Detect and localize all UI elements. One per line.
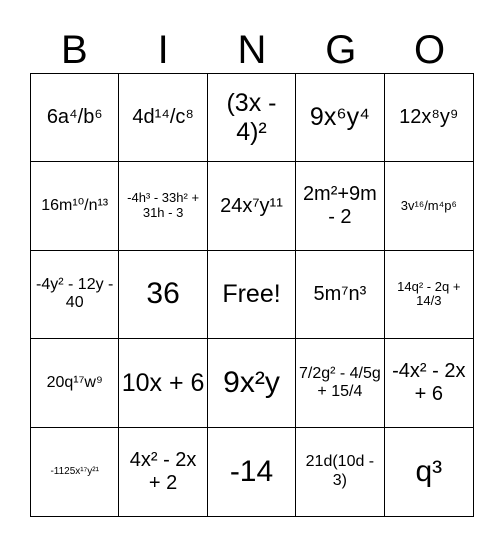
bingo-cell-r1c1[interactable]: 6a⁴/b⁶	[31, 74, 119, 162]
bingo-cell-r4c5[interactable]: -4x² - 2x + 6	[385, 339, 473, 427]
header-letter-g: G	[325, 28, 357, 72]
bingo-cell-r2c2[interactable]: -4h³ - 33h² + 31h - 3	[119, 162, 207, 250]
bingo-cell-r5c4[interactable]: 21d(10d - 3)	[296, 428, 384, 516]
bingo-header	[30, 26, 474, 74]
header-letter-i: I	[157, 28, 169, 72]
bingo-cell-r1c5[interactable]: 12x⁸y⁹	[385, 74, 473, 162]
bingo-cell-r3c5[interactable]: 14q² - 2q + 14/3	[385, 251, 473, 339]
bingo-cell-r1c3[interactable]: (3x - 4)²	[208, 74, 296, 162]
header-letter-n: N	[237, 28, 267, 72]
bingo-cell-r4c3[interactable]: 9x²y	[208, 339, 296, 427]
bingo-cell-r5c1[interactable]: -1125x¹⁷y²¹	[31, 428, 119, 516]
bingo-cell-r5c5[interactable]: q³	[415, 454, 443, 488]
bingo-cell-r3c1[interactable]: -4y² - 12y - 40	[31, 251, 119, 339]
bingo-cell-r2c1[interactable]: 16m¹⁰/n¹³	[31, 162, 119, 250]
header-letter-o: O	[414, 28, 446, 72]
bingo-cell-r2c3[interactable]: 24x⁷y¹¹	[208, 162, 296, 250]
bingo-cell-r2c4[interactable]: 2m²+9m - 2	[296, 162, 384, 250]
bingo-cell-r3c2[interactable]: 36	[119, 251, 207, 339]
header-letter-b: B	[61, 28, 88, 72]
bingo-cell-r4c1[interactable]: 20q¹⁷w⁹	[31, 339, 119, 427]
bingo-cell-r5c2[interactable]: 4x² - 2x + 2	[119, 428, 207, 516]
bingo-cell-r2c5[interactable]: 3v¹⁶/m⁴p⁶	[385, 162, 473, 250]
bingo-cell-r3c4[interactable]: 5m⁷n³	[296, 251, 384, 339]
bingo-board	[30, 73, 474, 517]
bingo-cell-r3c3-free[interactable]: Free!	[208, 251, 296, 339]
bingo-cell-r1c2[interactable]: 4d¹⁴/c⁸	[119, 74, 207, 162]
bingo-cell-r1c4[interactable]: 9x⁶y⁴	[296, 74, 384, 162]
bingo-cell-r5c3[interactable]: -14	[208, 428, 296, 516]
bingo-cell-r4c2[interactable]: 10x + 6	[119, 339, 207, 427]
bingo-cell-r4c4[interactable]: 7/2g² - 4/5g + 15/4	[296, 339, 384, 427]
